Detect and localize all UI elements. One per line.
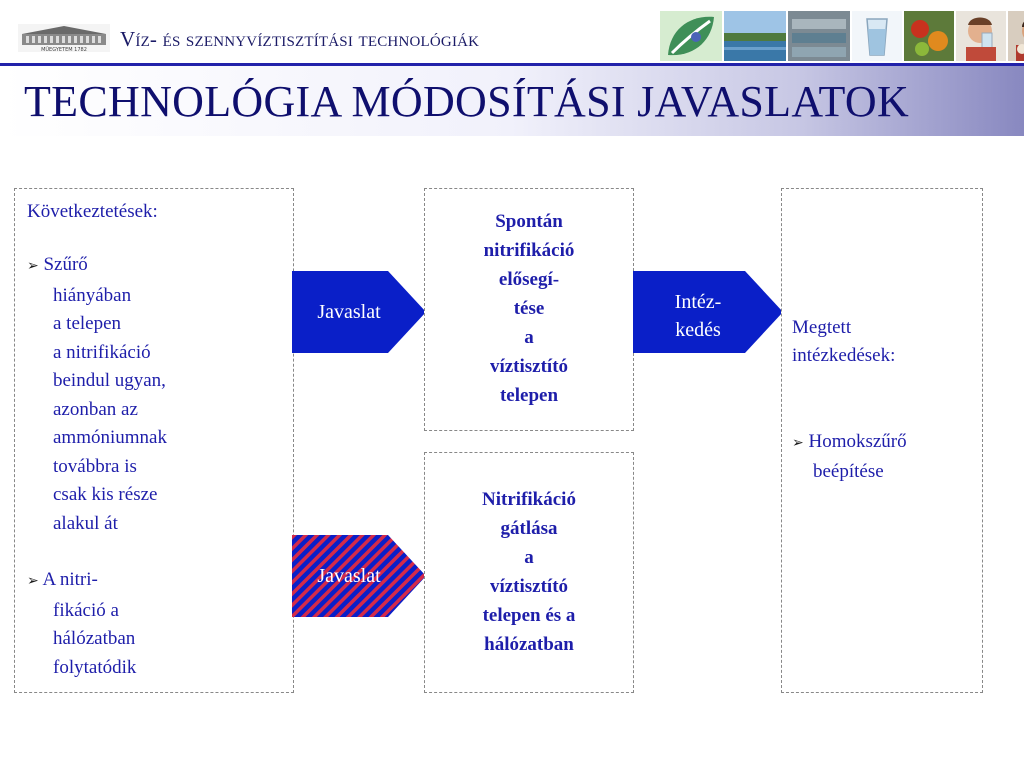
proposal-arrow-1-label: Javaslat — [317, 301, 381, 323]
proposal-1-line-4: tése — [513, 298, 545, 319]
proposal-1-line-6: víztisztító — [489, 356, 569, 377]
measure-bullet-line-1: Homokszűrő — [808, 431, 907, 452]
proposal-2-line-2: gátlása — [500, 518, 558, 539]
header-image-strip — [660, 11, 1024, 61]
measure-arrow-label — [643, 288, 753, 344]
conclusion-1-line-10: alakul át — [53, 512, 118, 534]
slide-header — [0, 0, 1024, 62]
conclusion-1-line-7: ammóniumnak — [53, 427, 167, 448]
conclusion-1-line-8: továbbra is — [53, 455, 137, 477]
header-title — [120, 27, 479, 52]
university-logo — [18, 24, 110, 52]
conclusion-1-line-6: azonban az — [53, 398, 138, 420]
conclusion-bullet-2 — [27, 566, 281, 682]
proposal-1-text — [425, 207, 633, 410]
arrow-bullet-icon: ➢ — [792, 436, 804, 451]
child-eating-image — [1008, 11, 1024, 61]
water-plant-image — [788, 11, 850, 61]
conclusion-1-line-1: Szűrő — [43, 254, 88, 275]
measure-label-line-2: kedés — [675, 319, 721, 341]
lake-image — [724, 11, 786, 61]
proposal-box-1 — [424, 188, 634, 431]
header-title-initial: V — [120, 27, 136, 51]
conclusion-2-line-4: folytatódik — [53, 656, 137, 678]
proposal-2-text — [425, 485, 633, 659]
proposal-2-line-5: telepen és a — [482, 605, 576, 626]
arrow-bullet-icon: ➢ — [27, 574, 39, 589]
measure-bullet — [792, 428, 907, 486]
conclusion-2-line-2: fikáció a — [53, 599, 119, 621]
measures-heading-line-2: intézkedések: — [792, 345, 896, 366]
arrow-bullet-icon: ➢ — [27, 259, 39, 274]
proposal-1-line-1: Spontán — [495, 211, 563, 232]
proposal-2-line-1: Nitrifikáció — [482, 489, 576, 510]
child-drinking-image — [956, 11, 1006, 61]
measure-label-line-1: Intéz- — [674, 291, 722, 313]
conclusion-bullet-1 — [27, 251, 281, 538]
conclusion-1-line-2: hiányában — [53, 284, 132, 306]
conclusion-2-line-3: hálózatban — [53, 628, 136, 649]
proposal-2-line-4: víztisztító — [489, 576, 569, 597]
conclusion-1-line-3: a telepen — [53, 313, 122, 334]
measure-bullet-line-2: beépítése — [813, 461, 884, 482]
measures-heading — [792, 314, 895, 370]
proposal-1-line-5: a — [524, 327, 534, 348]
proposal-1-line-3: elősegí- — [498, 269, 560, 290]
vegetables-image — [904, 11, 954, 61]
logo-text: MŰEGYETEM 1782 — [41, 47, 87, 52]
proposal-box-2 — [424, 452, 634, 693]
conclusion-1-line-9: csak kis része — [53, 484, 158, 505]
proposal-1-line-2: nitrifikáció — [483, 240, 575, 261]
conclusion-1-line-5: beindul ugyan, — [53, 370, 166, 391]
main-title: TECHNOLÓGIA MÓDOSÍTÁSI JAVASLATOK — [24, 77, 910, 126]
proposal-2-line-3: a — [524, 547, 534, 568]
conclusions-heading: Következtetések: — [27, 201, 158, 222]
proposal-2-line-6: hálózatban — [484, 634, 574, 655]
proposal-arrow-2-label: Javaslat — [317, 565, 381, 587]
conclusions-box — [14, 188, 294, 693]
header-title-rest: íz- és szennyvíztisztítási technológiák — [135, 27, 480, 51]
conclusion-1-line-4: a nitrifikáció — [53, 341, 151, 363]
measures-heading-line-1: Megtett — [792, 317, 852, 338]
conclusion-2-line-1: A nitri- — [42, 569, 98, 590]
proposal-1-line-7: telepen — [499, 385, 559, 406]
water-glass-image — [852, 11, 902, 61]
leaf-logo-image — [660, 11, 722, 61]
